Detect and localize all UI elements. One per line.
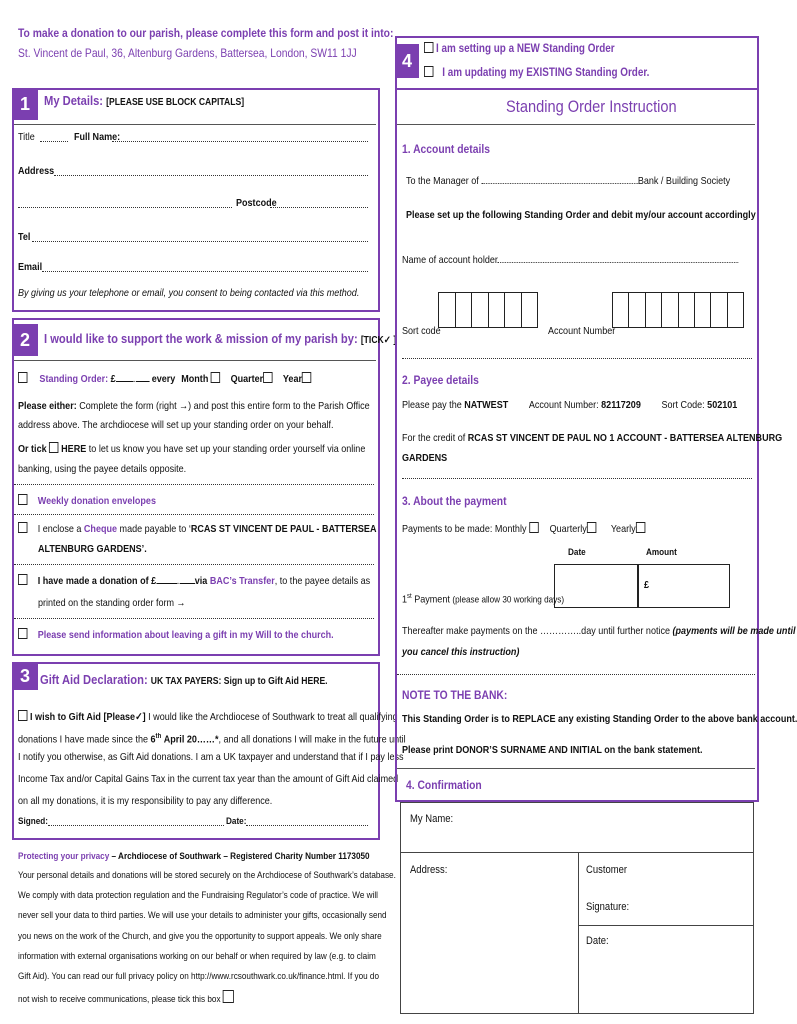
email-field[interactable] bbox=[42, 271, 368, 272]
account-number-boxes[interactable] bbox=[612, 292, 744, 328]
note-line-1: This Standing Order is to REPLACE any existing Standing Order to the above bank account. bbox=[402, 713, 797, 725]
weekly-checkbox[interactable] bbox=[18, 494, 27, 505]
online-banking-checkbox[interactable] bbox=[49, 442, 58, 453]
or-tick-line-1: Or tick HERE to let us know you have set up your standing order yourself via online bbox=[18, 443, 366, 455]
donation-line-2: printed on the standing order form → bbox=[38, 597, 186, 609]
signed-field[interactable] bbox=[48, 825, 224, 826]
intro-text: To make a donation to our parish, please complete this form and post it into: bbox=[18, 26, 394, 40]
yearly-checkbox[interactable] bbox=[636, 522, 645, 533]
new-order-row: I am setting up a NEW Standing Order bbox=[424, 42, 615, 56]
bacs-checkbox[interactable] bbox=[18, 574, 27, 585]
first-payment-amount-box[interactable] bbox=[638, 564, 730, 608]
standing-order-row: Standing Order: £ . every Month Quarter Year bbox=[18, 372, 314, 386]
my-name-label: My Name: bbox=[410, 813, 454, 825]
privacy-line: We comply with data protection regulation and the Fundraising Regulator’s code of practice. We will bbox=[18, 890, 378, 901]
section-1-title: My Details: [PLEASE USE BLOCK CAPITALS] bbox=[44, 93, 245, 108]
gift-aid-checkbox[interactable] bbox=[18, 710, 27, 721]
customer-label: Customer bbox=[586, 864, 628, 876]
section-1-box bbox=[12, 88, 380, 312]
address-field-2[interactable] bbox=[18, 207, 232, 208]
will-row: Please send information about leaving a gift in my Will to the church. bbox=[18, 628, 334, 642]
standing-order-checkbox[interactable] bbox=[18, 372, 27, 383]
either-line-2: address above. The archdiocese will set up your standing order on your behalf. bbox=[18, 419, 334, 431]
payee-details-heading: 2. Payee details bbox=[402, 373, 479, 387]
privacy-line: not wish to receive communications, please tick this box bbox=[18, 990, 237, 1007]
section-2-title: I would like to support the work & mission of my parish by: [TICK✓ ] bbox=[44, 331, 397, 346]
account-number-label: Account Number bbox=[548, 325, 616, 337]
gift-aid-line-1: I wish to Gift Aid [Please✓] I would like the Archdiocese of Southwark to treat all qualifying bbox=[18, 710, 398, 724]
section-3-title: Gift Aid Declaration: UK TAX PAYERS: Sign up to Gift Aid HERE. bbox=[40, 672, 328, 687]
section-3-number: 3 bbox=[12, 662, 38, 690]
or-tick-line-2: banking, using the payee details opposite. bbox=[18, 463, 187, 475]
cheque-payee-line-2: ALTENBURG GARDENS’. bbox=[38, 543, 147, 555]
title-label: Title bbox=[18, 131, 35, 143]
cheque-checkbox[interactable] bbox=[18, 522, 27, 533]
address-label: Address bbox=[18, 165, 55, 177]
fullname-field[interactable] bbox=[112, 141, 368, 142]
first-payment-date-box[interactable] bbox=[554, 564, 638, 608]
either-line-1: Please either: Complete the form (right →) and post this entire form to the Parish Office bbox=[18, 400, 370, 412]
quarterly-checkbox[interactable] bbox=[587, 522, 596, 533]
email-label: Email bbox=[18, 261, 43, 273]
arrow-right-icon: → bbox=[176, 597, 186, 609]
confirm-address-label: Address: bbox=[410, 864, 448, 876]
year-checkbox[interactable] bbox=[302, 372, 311, 383]
cheque-row: I enclose a Cheque made payable to ‘RCAS ST VINCENT DE PAUL - BATTERSEA bbox=[18, 522, 376, 536]
donation-row: I have made a donation of £ . via BAC’s Transfer, to the payee details as bbox=[18, 574, 370, 588]
title-field[interactable] bbox=[40, 141, 68, 142]
manager-row: To the Manager of Bank / Building Society bbox=[406, 175, 731, 187]
consent-text: By giving us your telephone or email, you consent to being contacted via this method. bbox=[18, 287, 360, 299]
gift-aid-date-field[interactable] bbox=[246, 825, 368, 826]
signature-field[interactable] bbox=[650, 860, 748, 922]
confirm-address-field[interactable] bbox=[404, 880, 574, 1008]
tel-label: Tel bbox=[18, 231, 31, 243]
account-details-heading: 1. Account details bbox=[402, 142, 490, 156]
gift-aid-date-label: Date: bbox=[226, 816, 247, 827]
quarter-checkbox[interactable] bbox=[263, 372, 272, 383]
existing-order-checkbox[interactable] bbox=[424, 66, 433, 77]
pound-sign: £ bbox=[644, 579, 650, 591]
standing-order-title: Standing Order Instruction bbox=[506, 97, 677, 116]
confirmation-heading: 4. Confirmation bbox=[406, 778, 482, 792]
setup-line: Please set up the following Standing Order and debit my/our account accordingly bbox=[406, 209, 756, 221]
about-payment-heading: 3. About the payment bbox=[402, 494, 507, 508]
gift-aid-line-3: I notify you otherwise, as Gift Aid donations. I am a UK taxpayer and understand that if I pay less bbox=[18, 751, 404, 763]
monthly-checkbox[interactable] bbox=[529, 522, 538, 533]
section-1-number: 1 bbox=[12, 88, 38, 120]
privacy-line: Your personal details and donations will be stored securely on the Archdiocese of Southwark’s database. bbox=[18, 870, 396, 881]
signed-label: Signed: bbox=[18, 816, 48, 827]
privacy-heading: Protecting your privacy – Archdiocese of Southwark – Registered Charity Number 1173050 bbox=[18, 851, 370, 862]
thereafter-row-1: Thereafter make payments on the …………..day until further notice (payments will be made until bbox=[402, 625, 796, 637]
section-2-number: 2 bbox=[12, 324, 38, 356]
credit-row-1: For the credit of RCAS ST VINCENT DE PAUL NO 1 ACCOUNT - BATTERSEA ALTENBURG bbox=[402, 432, 783, 444]
tel-field[interactable] bbox=[32, 241, 368, 242]
postcode-label: Postcode bbox=[236, 197, 277, 209]
gift-aid-line-4: Income Tax and/or Capital Gains Tax in the current tax year than the amount of Gift Aid claimed bbox=[18, 773, 399, 785]
confirm-date-label: Date: bbox=[586, 935, 609, 947]
parish-address: St. Vincent de Paul, 36, Altenburg Gardens, Battersea, London, SW11 1JJ bbox=[18, 46, 357, 60]
weekly-row: Weekly donation envelopes bbox=[18, 494, 156, 508]
month-checkbox[interactable] bbox=[211, 372, 220, 383]
existing-order-row: I am updating my EXISTING Standing Order. bbox=[424, 66, 649, 80]
date-column-label: Date bbox=[568, 547, 586, 558]
payee-row: Please pay the NATWEST Account Number: 82117209 Sort Code: 502101 bbox=[402, 399, 738, 411]
gift-aid-line-5: on all my donations, it is my responsibility to pay any difference. bbox=[18, 795, 273, 807]
my-name-field[interactable] bbox=[470, 806, 748, 848]
privacy-line: Gift Aid). You can read our full privacy policy on http://www.rcsouthwark.co.uk/finance.html. If you do bbox=[18, 971, 380, 982]
amount-column-label: Amount bbox=[646, 547, 677, 558]
sort-code-boxes[interactable] bbox=[438, 292, 538, 328]
confirm-date-field[interactable] bbox=[620, 930, 748, 1008]
frequency-row: Payments to be made: Monthly Quarterly Yearly bbox=[402, 522, 648, 536]
credit-row-2: GARDENS bbox=[402, 452, 448, 464]
privacy-line: you news on the work of the Church, and give you the opportunity to support appeals. We only share bbox=[18, 931, 382, 942]
privacy-line: information with external organisations working on our behalf or when required by law (e.g. to claim bbox=[18, 951, 376, 962]
note-line-2: Please print DONOR’S SURNAME AND INITIAL on the bank statement. bbox=[402, 744, 703, 756]
signature-label: Signature: bbox=[586, 901, 630, 913]
fullname-label: Full Name: bbox=[74, 131, 121, 143]
address-field-1[interactable] bbox=[54, 175, 368, 176]
section-4-number: 4 bbox=[395, 44, 419, 78]
new-order-checkbox[interactable] bbox=[424, 42, 433, 53]
sort-code-label: Sort code bbox=[402, 325, 441, 337]
holder-row: Name of account holder bbox=[402, 253, 739, 267]
postcode-field[interactable] bbox=[270, 207, 368, 208]
note-to-bank-heading: NOTE TO THE BANK: bbox=[402, 688, 508, 702]
first-payment-label: 1st Payment (please allow 30 working days) bbox=[402, 593, 565, 606]
opt-out-checkbox[interactable] bbox=[223, 990, 234, 1003]
arrow-right-icon: → bbox=[179, 400, 189, 412]
thereafter-row-2: you cancel this instruction) bbox=[402, 646, 520, 658]
will-checkbox[interactable] bbox=[18, 628, 27, 639]
privacy-line: never sell your data to third parties. We will use your details to administer your gifts, occasionally send bbox=[18, 910, 387, 921]
gift-aid-line-2: donations I have made since the 6th April 20……*, and all donations I will make in the future until bbox=[18, 733, 406, 746]
